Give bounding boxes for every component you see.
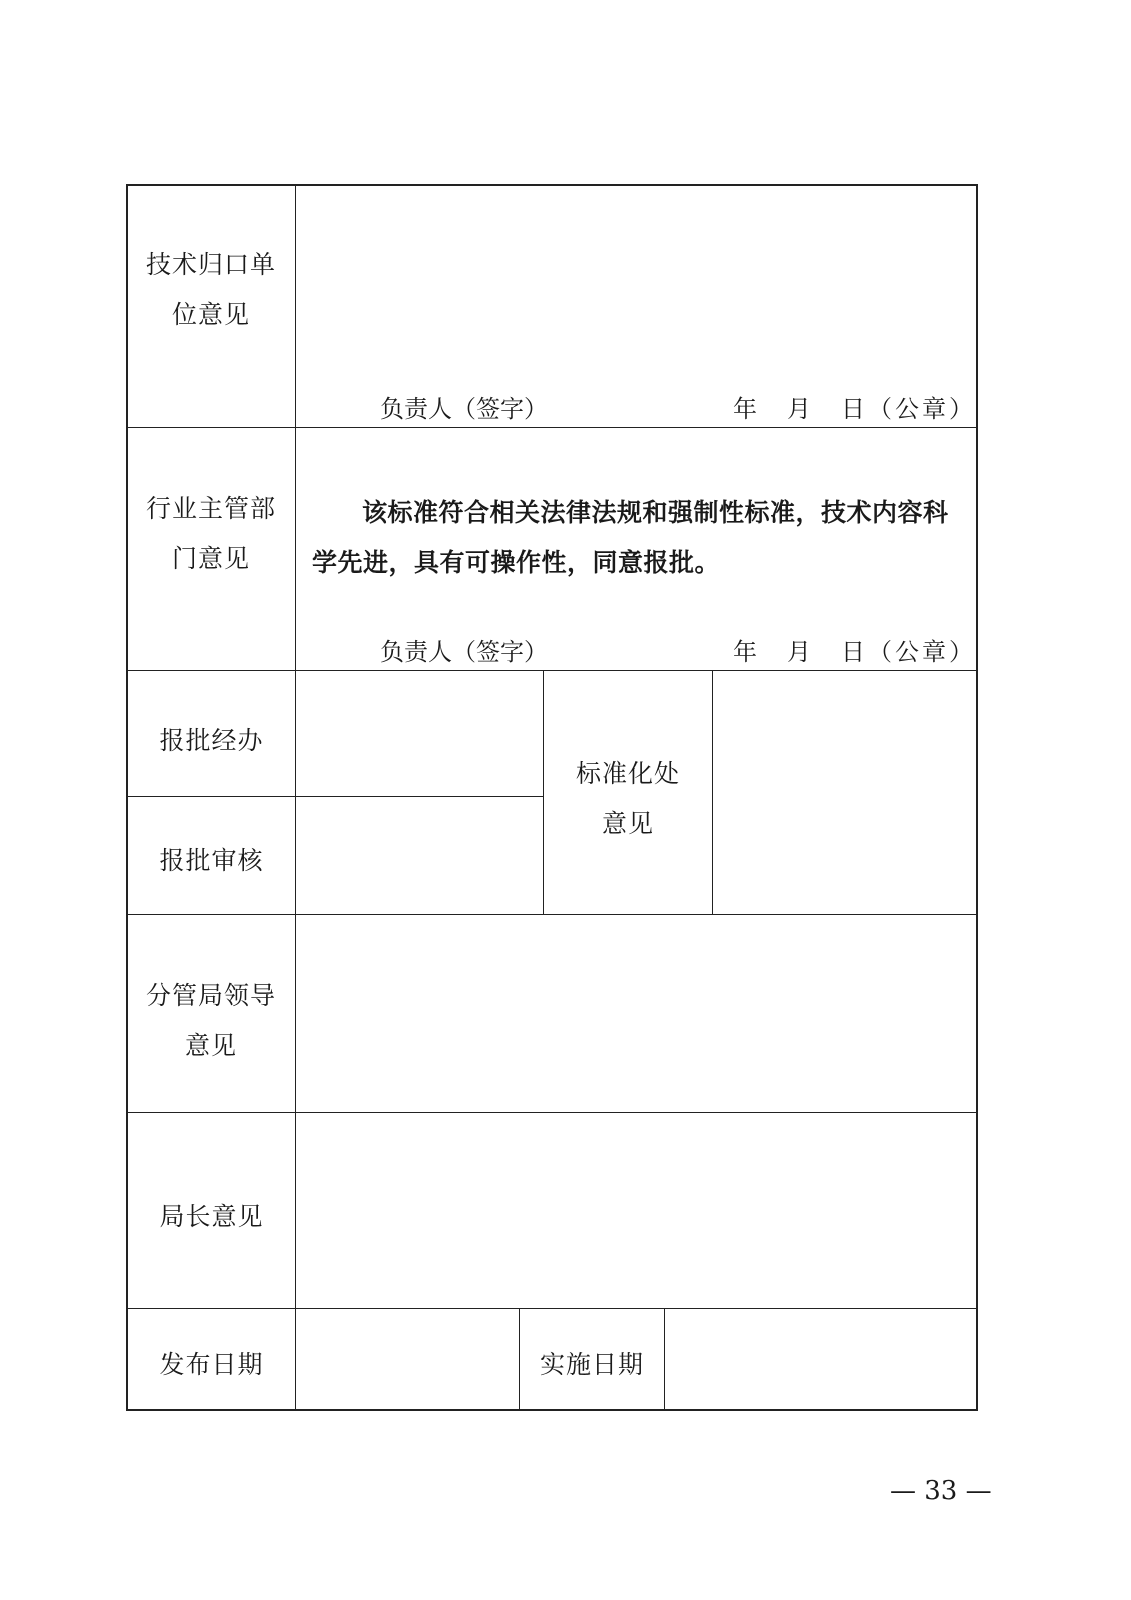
- approval-reviewer-label: 报批审核: [159, 846, 264, 875]
- publish-date-field[interactable]: [296, 1309, 519, 1409]
- implement-date-label: 实施日期: [539, 1350, 644, 1379]
- approval-handler-label: 报批经办: [159, 726, 264, 755]
- tech-unit-date-stamp: 年 月 日（公章）: [733, 395, 976, 423]
- approval-handler-field[interactable]: [296, 671, 543, 796]
- industry-dept-date-stamp: 年 月 日（公章）: [733, 638, 976, 666]
- tech-unit-opinion-field[interactable]: [296, 186, 976, 426]
- publish-date-label: 发布日期: [159, 1350, 264, 1379]
- row-divider: [127, 427, 978, 428]
- std-office-opinion-label: 标准化处意见: [575, 759, 680, 838]
- column-divider: [543, 670, 544, 915]
- std-office-opinion-field[interactable]: [713, 671, 976, 914]
- table-border-bottom: [127, 1409, 978, 1411]
- approval-reviewer-field[interactable]: [296, 797, 543, 914]
- page-number: — 33 —: [890, 1476, 992, 1506]
- director-opinion-field[interactable]: [296, 1113, 976, 1308]
- industry-dept-opinion-text: 该标准符合相关法律法规和强制性标准，技术内容科学先进，具有可操作性，同意报批。: [312, 498, 949, 577]
- deputy-director-opinion-label: 分管局领导意见: [145, 981, 276, 1060]
- industry-dept-signer: 负责人（签字）: [380, 638, 548, 666]
- director-opinion-label: 局长意见: [159, 1202, 264, 1231]
- implement-date-field[interactable]: [665, 1309, 976, 1409]
- table-border-right: [976, 184, 978, 1411]
- industry-dept-opinion-label: 行业主管部门意见: [145, 494, 276, 573]
- tech-unit-signer: 负责人（签字）: [380, 395, 548, 423]
- tech-unit-opinion-label: 技术归口单位意见: [145, 250, 276, 329]
- deputy-director-opinion-field[interactable]: [296, 915, 976, 1112]
